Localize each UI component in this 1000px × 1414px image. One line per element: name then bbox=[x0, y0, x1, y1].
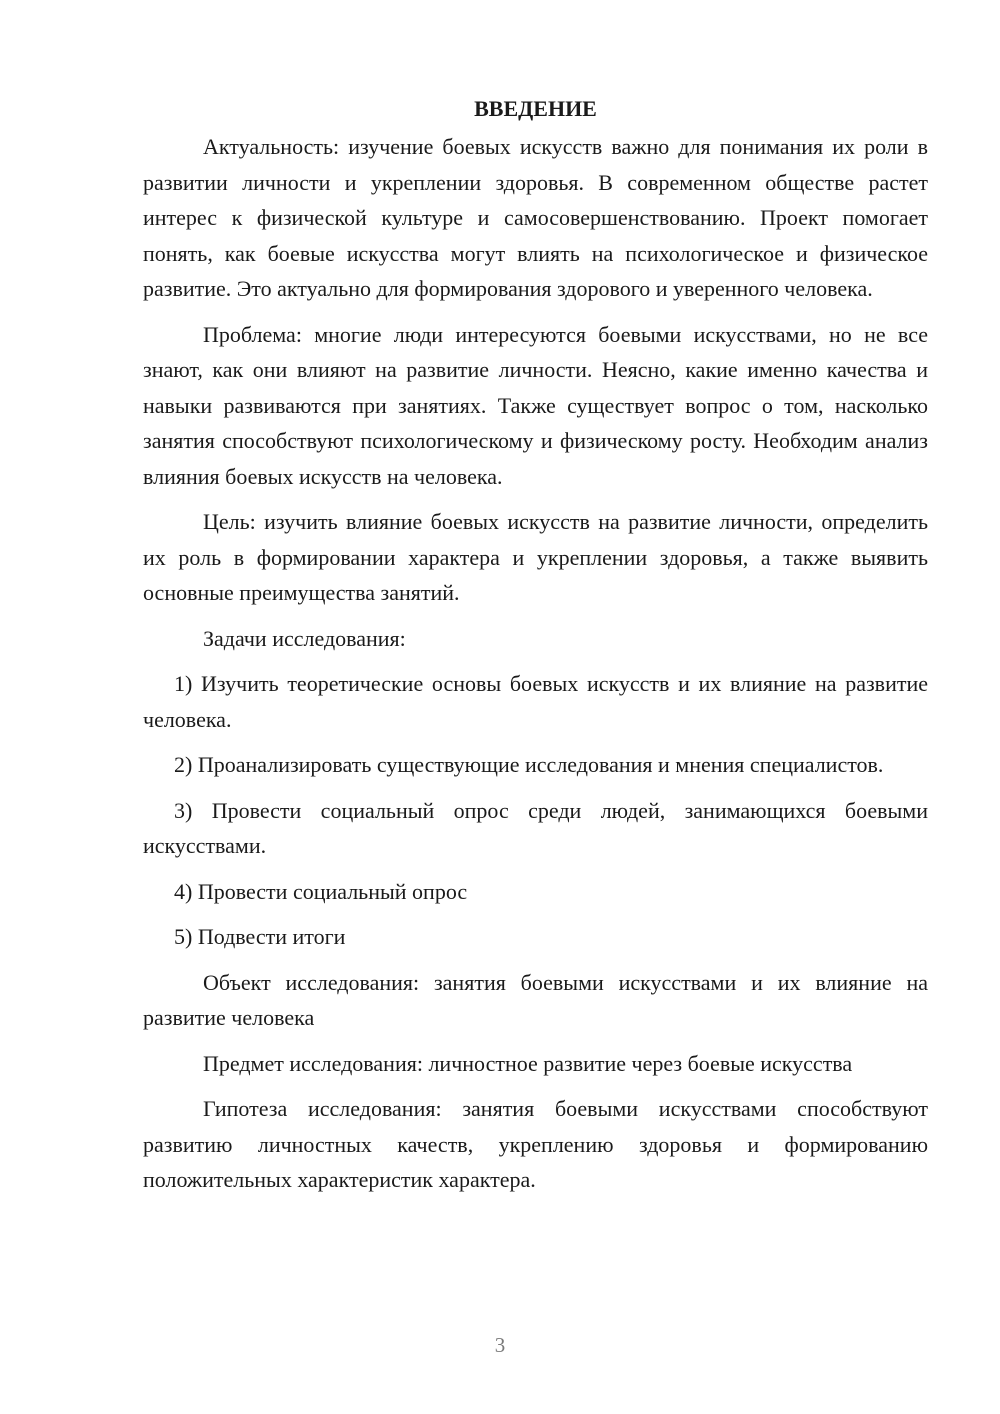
hypothesis-paragraph: Гипотеза исследования: занятия боевыми искусствами способствуют развитию личностных качеств, укреплению здоровья и формированию положительных характеристик характера. bbox=[143, 1096, 928, 1192]
task-item-4: 4) Провести социальный опрос bbox=[174, 878, 468, 904]
goal-paragraph: Цель: изучить влияние боевых искусств на развитие личности, определить их роль в формировании характера и укреплении здоровья, а также выявить основные преимущества занятий. bbox=[143, 509, 928, 605]
task-item-2: 2) Проанализировать существующие исследования и мнения специалистов. bbox=[174, 752, 884, 777]
tasks-heading: Задачи исследования: bbox=[203, 625, 406, 651]
section-title: ВВЕДЕНИЕ bbox=[474, 96, 597, 121]
page-number: 3 bbox=[494, 1333, 506, 1357]
relevance-paragraph: Актуальность: изучение боевых искусств важно для понимания их роли в развитии личности и укреплении здоровья. В современном обществе растет интерес к физической культуре и самосовершенствованию. Проект помогает понять, как боевые искусства могут влиять на психологическое и физическое развитие. Это актуально для формирования здорового и уверенного человека. bbox=[143, 134, 928, 301]
document-page bbox=[143, 94, 928, 1208]
task-item-5: 5) Подвести итоги bbox=[174, 924, 346, 949]
subject-paragraph: Предмет исследования: личностное развитие через боевые искусства bbox=[203, 1050, 853, 1076]
problem-paragraph: Проблема: многие люди интересуются боевыми искусствами, но не все знают, как они влияют на развитие личности. Неясно, какие именно качества и навыки развиваются при занятиях. Также существует вопрос о том, насколько занятия способствуют психологическому и физическому росту. Необходим анализ влияния боевых искусств на человека. bbox=[143, 321, 928, 489]
object-paragraph: Объект исследования: занятия боевыми искусствами и их влияние на развитие человека bbox=[143, 969, 928, 1030]
task-item-1: 1) Изучить теоретические основы боевых искусств и их влияние на развитие человека. bbox=[143, 671, 928, 732]
task-item-3: 3) Провести социальный опрос среди людей, занимающихся боевыми искусствами. bbox=[143, 797, 928, 858]
